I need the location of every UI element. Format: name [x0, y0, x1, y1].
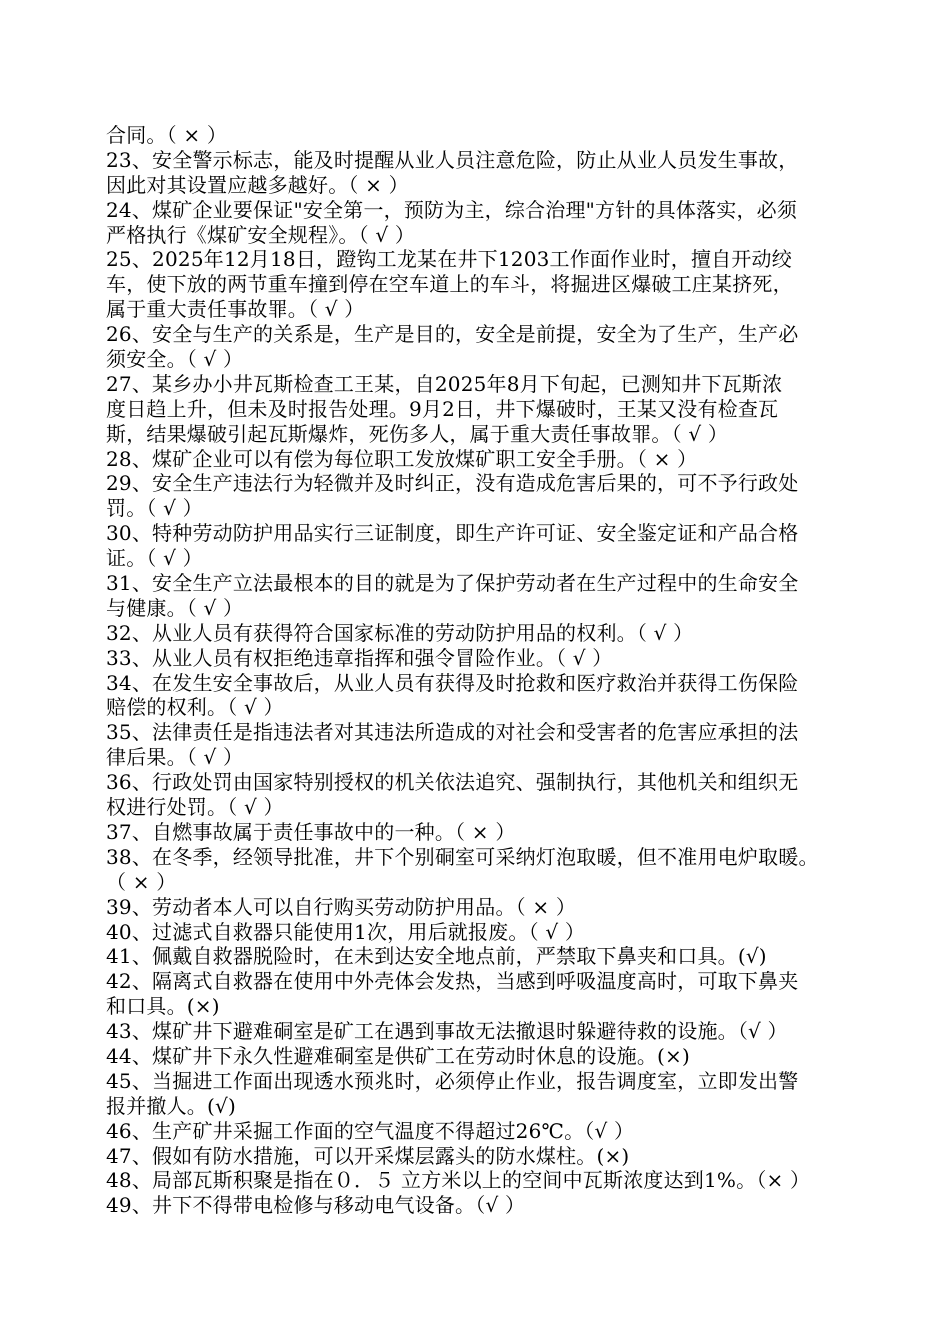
text-line: 赔偿的权利。（ √ ）	[106, 695, 284, 720]
document-body	[106, 123, 868, 1218]
text-line: 斯，结果爆破引起瓦斯爆炸，死伤多人，属于重大责任事故罪。（ √ ）	[106, 421, 729, 446]
text-line: 须安全。（ √ ）	[106, 347, 244, 372]
text-line: 30、特种劳动防护用品实行三证制度，即生产许可证、安全鉴定证和产品合格	[106, 521, 799, 546]
text-line: 34、在发生安全事故后，从业人员有获得及时抢救和医疗救治并获得工伤保险	[106, 670, 799, 695]
text-line: 39、劳动者本人可以自行购买劳动防护用品。（ × ）	[106, 894, 577, 919]
text-line: 26、安全与生产的关系是，生产是目的，安全是前提，安全为了生产，生产必	[106, 322, 799, 347]
text-line: 权进行处罚。（ √ ）	[106, 795, 284, 820]
text-line: 23、安全警示标志，能及时提醒从业人员注意危险，防止从业人员发生事故，	[106, 147, 799, 172]
text-line: 度日趋上升，但未及时报告处理。9月2日，井下爆破时，王某又没有检查瓦	[106, 396, 779, 421]
text-line: 证。（ √ ）	[106, 546, 203, 571]
text-line: 28、煤矿企业可以有偿为每位职工发放煤矿职工安全手册。（ × ）	[106, 446, 698, 471]
text-line: 32、从业人员有获得符合国家标准的劳动防护用品的权利。（ √ ）	[106, 620, 694, 645]
text-line: 45、当掘进工作面出现透水预兆时，必须停止作业，报告调度室，立即发出警	[106, 1068, 799, 1093]
text-line: 36、行政处罚由国家特别授权的机关依法追究、强制执行，其他机关和组织无	[106, 770, 799, 795]
text-line: 35、法律责任是指违法者对其违法所造成的对社会和受害者的危害应承担的法	[106, 720, 799, 745]
text-line: 44、煤矿井下永久性避难硐室是供矿工在劳动时休息的设施。(×)	[106, 1043, 691, 1068]
text-line: 车，使下放的两节重车撞到停在空车道上的车斗，将掘进区爆破工庄某挤死，	[106, 272, 793, 297]
text-line: 37、自燃事故属于责任事故中的一种。（ × ）	[106, 819, 516, 844]
text-line: 严格执行《煤矿安全规程》。（ √ ）	[106, 222, 416, 247]
text-line: 报并撤人。(√)	[106, 1093, 236, 1118]
text-line: 41、佩戴自救器脱险时，在未到达安全地点前，严禁取下鼻夹和口具。(√)	[106, 944, 767, 969]
text-line: 38、在冬季，经领导批准，井下个别硐室可采纳灯泡取暖，但不准用电炉取暖。	[106, 844, 819, 869]
text-line: 律后果。（ √ ）	[106, 745, 244, 770]
text-line: 与健康。（ √ ）	[106, 595, 244, 620]
text-line: （ × ）	[106, 869, 177, 894]
text-line: 46、生产矿井采掘工作面的空气温度不得超过26℃。（√ ）	[106, 1118, 635, 1143]
text-line: 42、隔离式自救器在使用中外壳体会发热，当感到呼吸温度高时，可取下鼻夹	[106, 969, 799, 994]
text-line: 27、某乡办小井瓦斯检查工王某，自2025年8月下旬起，已测知井下瓦斯浓	[106, 371, 783, 396]
text-line: 29、安全生产违法行为轻微并及时纠正，没有造成危害后果的，可不予行政处	[106, 471, 799, 496]
text-line: 48、局部瓦斯积聚是指在０．５ 立方米以上的空间中瓦斯浓度达到1%。（× ）	[106, 1168, 811, 1193]
text-line: 合同。（ × ）	[106, 123, 228, 147]
text-line: 罚。（ √ ）	[106, 496, 203, 521]
text-line: 33、从业人员有权拒绝违章指挥和强令冒险作业。（ √ ）	[106, 645, 613, 670]
text-line: 47、假如有防水措施，可以开采煤层露头的防水煤柱。(×)	[106, 1143, 630, 1168]
text-line: 31、安全生产立法最根本的目的就是为了保护劳动者在生产过程中的生命安全	[106, 571, 799, 596]
text-line: 属于重大责任事故罪。（ √ ）	[106, 297, 365, 322]
text-line: 25、2025年12月18日，蹬钩工龙某在井下1203工作面作业时，擅自开动绞	[106, 247, 792, 272]
text-line: 因此对其设置应越多越好。（ × ）	[106, 172, 409, 197]
text-line: 和口具。(×)	[106, 994, 220, 1019]
text-line: 49、井下不得带电检修与移动电气设备。（√ ）	[106, 1193, 526, 1218]
text-line: 24、煤矿企业要保证"安全第一，预防为主，综合治理"方针的具体落实，必须	[106, 197, 798, 222]
text-line: 40、过滤式自救器只能使用1次，用后就报废。（ √ ）	[106, 919, 586, 944]
text-line: 43、煤矿井下避难硐室是矿工在遇到事故无法撤退时躲避待救的设施。（√ ）	[106, 1019, 788, 1044]
